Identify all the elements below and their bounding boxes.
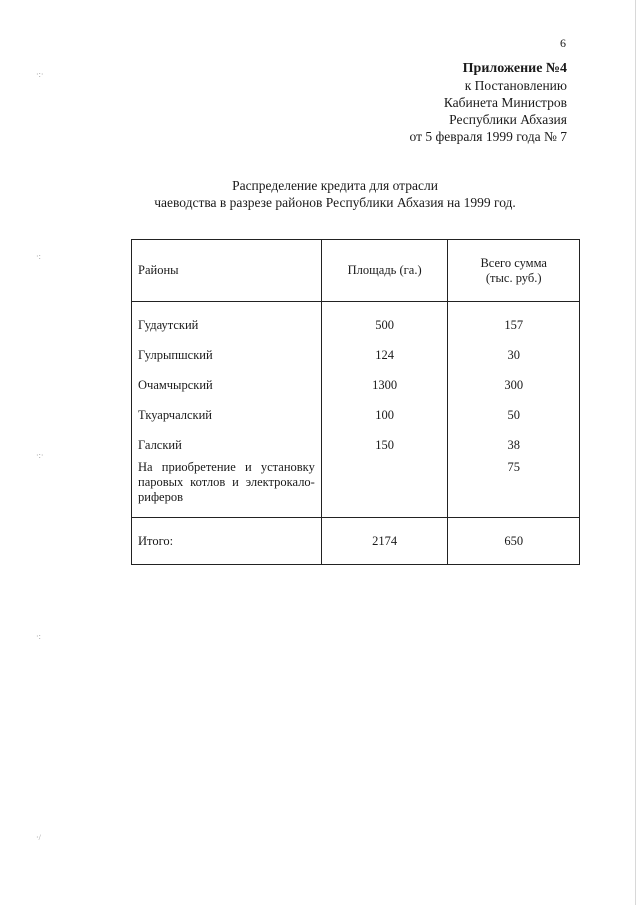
cell-district: Гудаутский [132, 302, 322, 341]
cell-sum: 38 [448, 430, 580, 460]
scan-artifact-mark: ·:· [36, 70, 44, 79]
document-title [0, 177, 640, 211]
cell-sum: 30 [448, 340, 580, 370]
credit-distribution-table [131, 239, 580, 565]
table-row [132, 340, 580, 370]
cell-district: Гулрыпшский [132, 340, 322, 370]
cell-area [321, 460, 448, 518]
scan-artifact-mark: ·/ [36, 833, 41, 842]
total-area: 2174 [321, 518, 448, 565]
annex-line: Кабинета Министров [443, 95, 567, 110]
cell-sum: 157 [448, 302, 580, 341]
cell-sum: 50 [448, 400, 580, 430]
annex-line: Республики Абхазия [449, 112, 567, 127]
table-header-row [132, 240, 580, 302]
scan-edge-line [635, 0, 636, 905]
annex-line: от 5 февраля 1999 года № 7 [409, 129, 567, 144]
cell-district-text: На приобретение и установку паровых котлов и электрокало-риферов [138, 460, 315, 504]
table-row [132, 460, 580, 518]
cell-district: Галский [132, 430, 322, 460]
cell-area: 500 [321, 302, 448, 341]
document-title-line: Распределение кредита для отрасли [232, 178, 438, 193]
cell-district: Ткуарчалский [132, 400, 322, 430]
table-row [132, 430, 580, 460]
scan-artifact-mark: ·:· [36, 451, 44, 460]
cell-area: 150 [321, 430, 448, 460]
header-district: Районы [132, 240, 322, 302]
table-row [132, 400, 580, 430]
page-number: 6 [560, 36, 566, 50]
table-row [132, 302, 580, 341]
table-row [132, 370, 580, 400]
total-sum: 650 [448, 518, 580, 565]
header-area: Площадь (га.) [321, 240, 448, 302]
cell-area: 100 [321, 400, 448, 430]
document-title-line: чаеводства в разрезе районов Республики Абхазия на 1999 год. [154, 195, 516, 210]
annex-line: к Постановлению [464, 78, 567, 93]
scan-artifact-mark: ·: [36, 252, 41, 261]
header-sum [448, 240, 580, 302]
cell-area: 124 [321, 340, 448, 370]
annex-title: Приложение №4 [462, 61, 567, 76]
header-sum-unit: (тыс. руб.) [485, 270, 542, 285]
cell-sum: 75 [448, 460, 580, 518]
cell-area: 1300 [321, 370, 448, 400]
annex-header [410, 60, 567, 145]
scan-artifact-mark: ·: [36, 632, 41, 641]
header-sum-line: Всего сумма [480, 255, 547, 270]
cell-district: Очамчырский [132, 370, 322, 400]
cell-sum: 300 [448, 370, 580, 400]
table-total-row [132, 518, 580, 565]
total-label: Итого: [132, 518, 322, 565]
cell-district [132, 460, 322, 518]
